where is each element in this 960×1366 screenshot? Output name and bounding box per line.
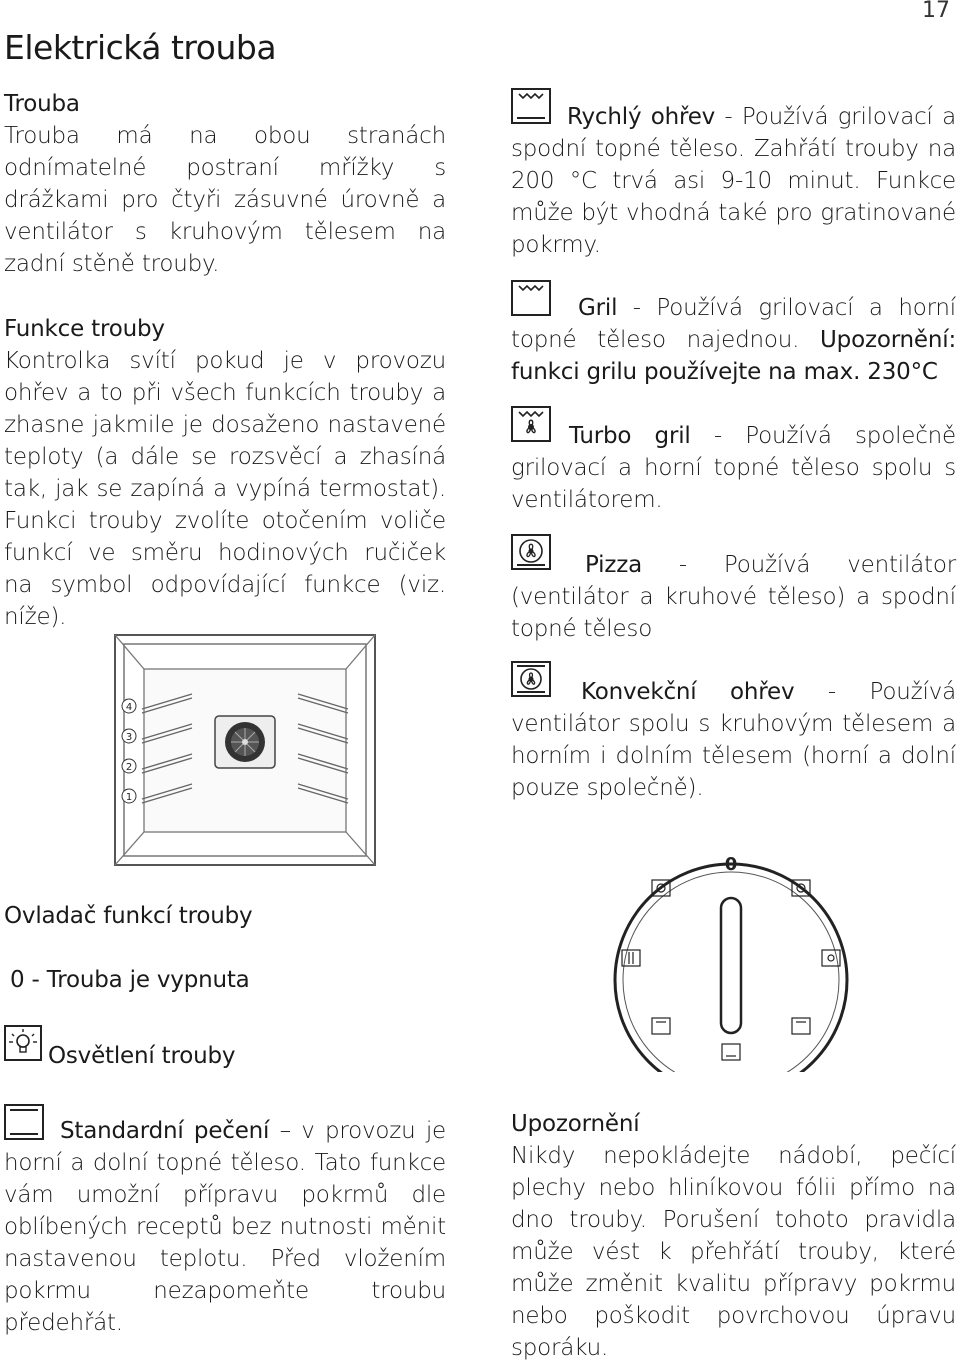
level-label-4: 4 (125, 702, 133, 713)
section-upozorneni (511, 1108, 956, 1364)
section-heading-funkce: Funkce trouby (4, 316, 165, 342)
level-label-1: 1 (125, 792, 133, 803)
function-gril-text: - Používá grilovací a horní topné těleso najednou. (511, 295, 956, 353)
section-heading-trouba: Trouba (4, 91, 80, 117)
light-bulb-icon (4, 1025, 42, 1061)
function-turbo-block (511, 420, 956, 516)
function-knob-figure (600, 850, 862, 1076)
function-pizza-text: - Používá ventilátor (ventilátor a kruhové těleso) a spodní topné těleso (511, 552, 956, 642)
function-turbo-lead: Turbo gril (569, 423, 691, 449)
page-number: 17 (922, 0, 950, 23)
function-off-text: 0 - Trouba je vypnuta (10, 967, 250, 993)
function-konvekcni-lead: Konvekční ohřev (581, 679, 795, 705)
function-rychly-lead: Rychlý ohřev (567, 104, 716, 130)
function-pizza-block (511, 549, 956, 645)
function-rychly-block (511, 101, 956, 261)
level-label-3: 3 (125, 732, 133, 743)
function-rychly-text: - Používá grilovací a spodní topné těleso. Zahřátí trouby na 200 °C trvá asi 9-10 minut. Funkce může být vhodná také pro gratinované pokrmy. (511, 104, 956, 258)
function-gril-warning: Upozornění: funkci grilu používejte na max. 230°C (511, 327, 956, 385)
knob-zero-label: 0 (724, 854, 738, 875)
section-trouba (4, 88, 446, 280)
function-standard-block (4, 1115, 446, 1339)
function-standard-lead: Standardní pečení (60, 1118, 270, 1144)
function-gril-lead: Gril (578, 295, 618, 321)
section-text-funkce: Kontrolka svítí pokud je v provozu ohřev a to při všech funkcích trouby a zhasne jakmile je dosaženo nastavené teploty (a dále se rozsvěcí a zhasíná tak, jak se zapíná a vypíná termostat). Funkci trouby zvolíte otočením voliče funkcí ve směru hodinových ručiček na symbol odpovídající funkce (viz. níže). (4, 348, 446, 630)
function-gril-block (511, 292, 956, 388)
function-turbo-text: - Používá společně grilovací a horní topné těleso spolu s ventilátorem. (511, 423, 956, 513)
section-heading-ovladac: Ovladač funkcí trouby (4, 903, 253, 929)
level-label-2: 2 (125, 762, 133, 773)
section-text-upozorneni: Nikdy nepokládejte nádobí, pečící plechy nebo hliníkovou fólii přímo na dno trouby. Porušení tohoto pravidla může vést k přehřátí trouby, které může změnit kvalitu přípravy pokrmu nebo poškodit povrchovou úpravu sporáku. (511, 1143, 956, 1361)
function-light-text: Osvětlení trouby (48, 1043, 236, 1069)
section-text-trouba: Trouba má na obou stranách odnímatelné postraní mřížky s drážkami pro čtyři zásuvné úrovně a ventilátor s kruhovým tělesem na zadní stěně trouby. (4, 123, 446, 277)
oven-interior-figure (114, 634, 376, 870)
function-standard-text: – v provozu je horní a dolní topné těleso. Tato funkce vám umožní přípravu pokrmů dle oblíbených receptů bez nutnosti měnit nastavenou teplotu. Před vložením pokrmu nezapomeňte troubu předehřát. (4, 1118, 446, 1336)
section-funkce (4, 313, 446, 633)
function-pizza-lead: Pizza (585, 552, 642, 578)
section-heading-upozorneni: Upozornění (511, 1111, 640, 1137)
function-konvekcni-text: - Používá ventilátor spolu s kruhovým tělesem a horním i dolním tělesem (horní a dolní pouze společně). (511, 679, 956, 801)
page-title: Elektrická trouba (4, 28, 277, 67)
function-konvekcni-block (511, 676, 956, 804)
